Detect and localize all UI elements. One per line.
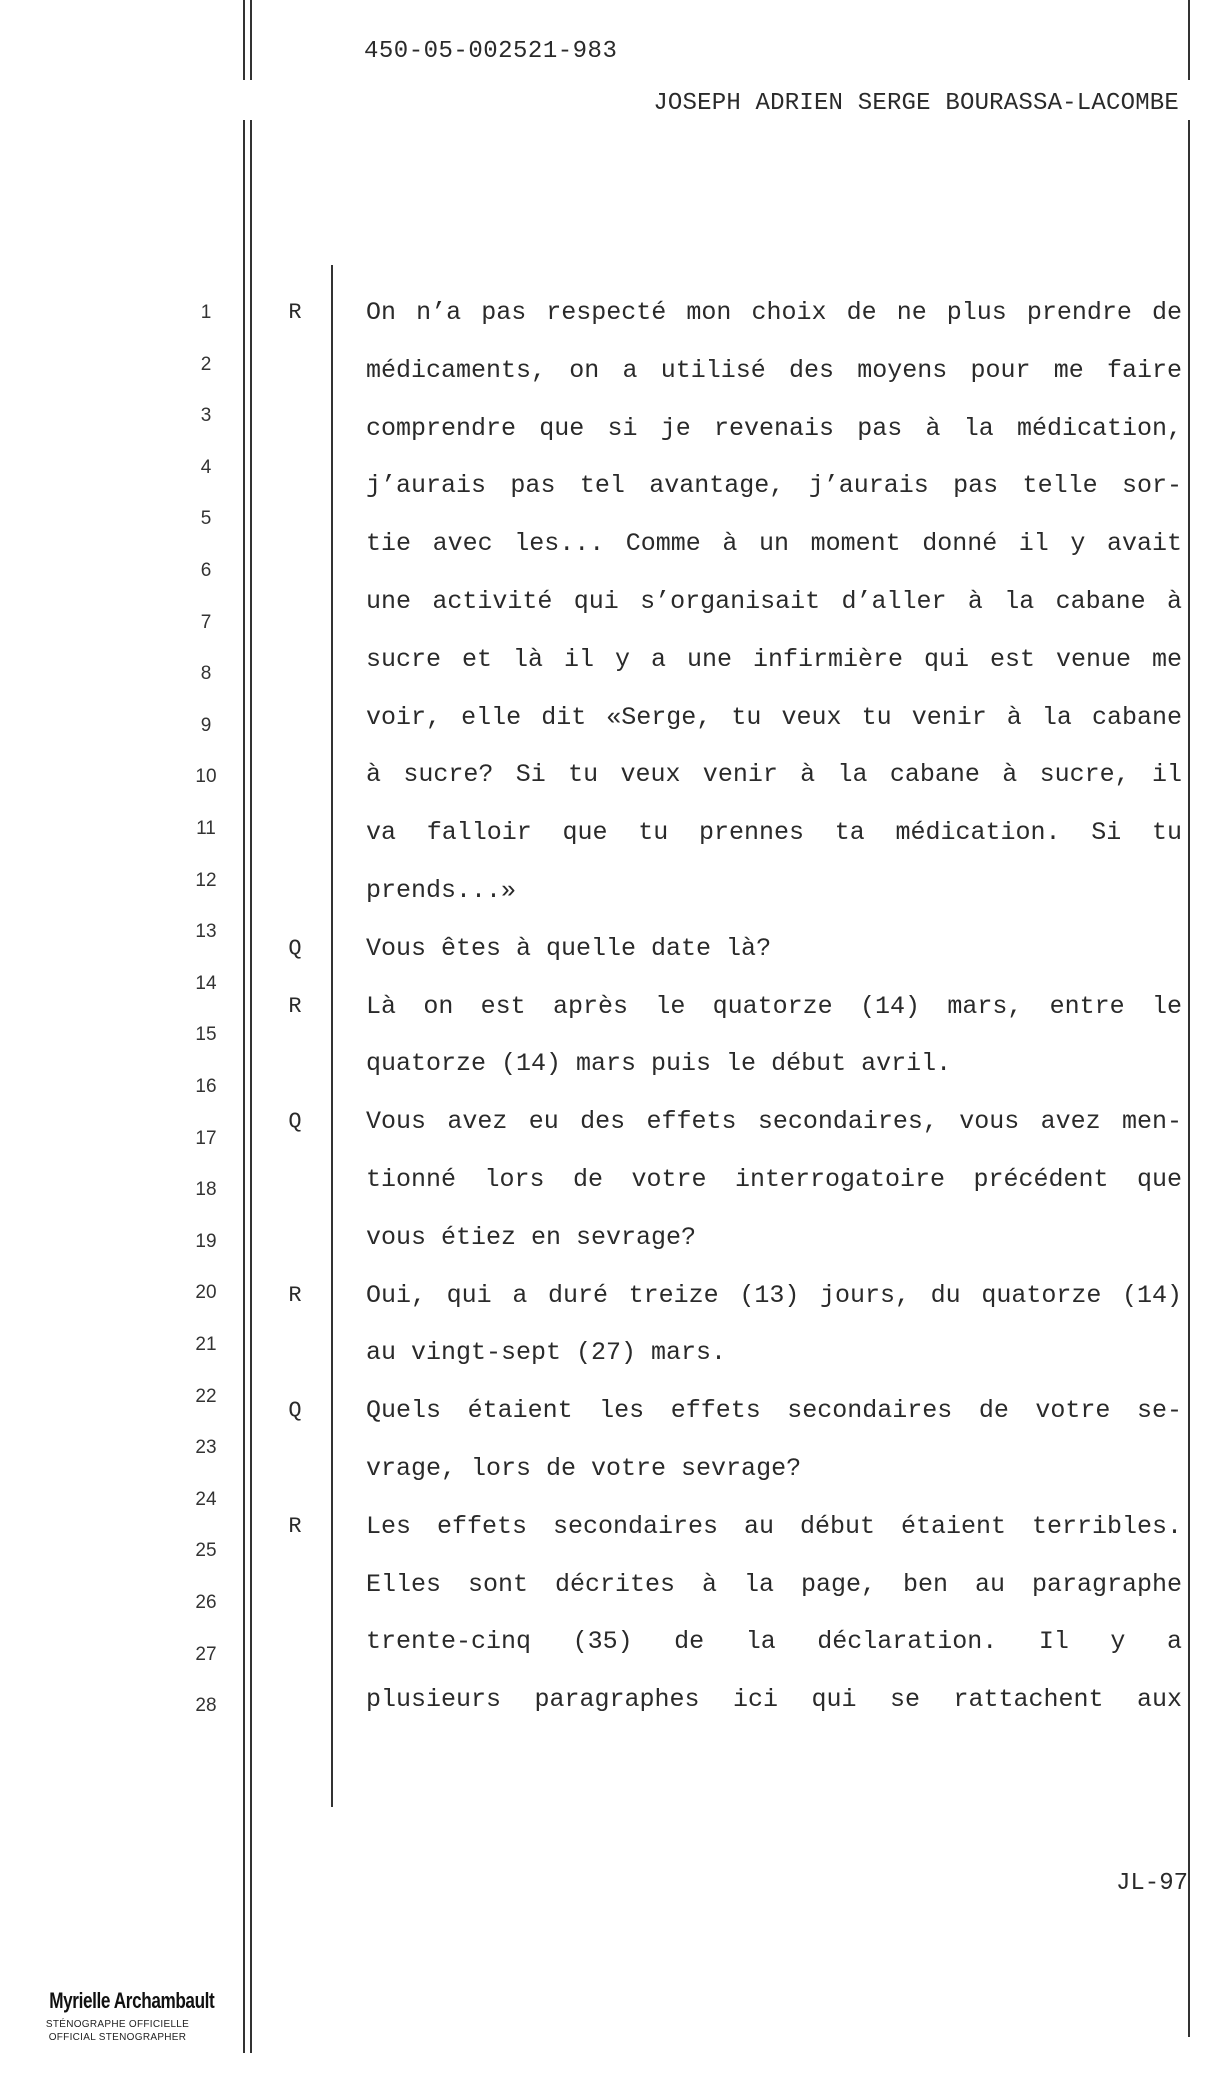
stenographer-title-en: OFFICIAL STENOGRAPHER	[48, 2032, 187, 2043]
answer-marker: R	[288, 300, 302, 325]
stenographer-title-fr: STÉNOGRAPHE OFFICIELLE	[45, 2019, 190, 2030]
question-marker: Q	[288, 1398, 302, 1424]
line-number: 28	[195, 1695, 217, 1717]
line-number: 23	[195, 1437, 217, 1459]
transcript-line: Là on est après le quatorze (14) mars, entre le	[366, 991, 1182, 1021]
line-number: 11	[196, 818, 216, 839]
transcript-line: Oui, qui a duré treize (13) jours, du quatorze (14)	[366, 1280, 1182, 1310]
left-margin-rule-outer	[243, 120, 245, 2053]
transcript-line: au vingt-sept (27) mars.	[366, 1338, 727, 1368]
stenographer-name: Myrielle Archambault	[49, 1988, 215, 2013]
transcript-line: Elles sont décrites à la page, ben au paragraphe	[366, 1569, 1182, 1599]
line-number: 18	[195, 1179, 217, 1201]
line-number: 13	[195, 921, 217, 943]
line-number: 1	[200, 302, 212, 323]
witness-name: JOSEPH ADRIEN SERGE BOURASSA-LACOMBE	[653, 90, 1179, 117]
answer-marker: R	[288, 1513, 302, 1539]
line-number: 10	[195, 766, 217, 788]
transcript-line: médicaments, on a utilisé des moyens pour me faire	[366, 355, 1182, 385]
line-number: 25	[195, 1540, 217, 1562]
transcript-line: j’aurais pas tel avantage, j’aurais pas telle sor-	[366, 471, 1182, 501]
right-margin-rule-top	[1188, 0, 1190, 80]
transcript-line: prends...»	[366, 876, 517, 905]
transcript-line: Vous avez eu des effets secondaires, vous avez men-	[366, 1107, 1182, 1137]
line-number: 4	[200, 456, 212, 478]
line-number: 9	[200, 714, 212, 736]
page-reference: JL-97	[1115, 1870, 1188, 1897]
transcript-line: va falloir que tu prennes ta médication. Si tu	[366, 818, 1182, 848]
line-number: 20	[195, 1282, 217, 1304]
line-number: 2	[200, 353, 212, 375]
line-number: 12	[195, 869, 217, 891]
line-number: 22	[195, 1385, 217, 1407]
transcript-line: vous étiez en sevrage?	[366, 1222, 697, 1252]
transcript-line: sucre et là il y a une infirmière qui est venue me	[366, 644, 1182, 674]
question-marker: Q	[288, 935, 302, 961]
line-number: 21	[195, 1334, 217, 1355]
answer-marker: R	[288, 993, 302, 1019]
line-number: 6	[200, 560, 212, 581]
line-number: 5	[200, 508, 212, 530]
transcript-line: comprendre que si je revenais pas à la médication,	[366, 413, 1182, 443]
transcript-line: tie avec les... Comme à un moment donné il y avait	[366, 529, 1182, 559]
transcript-line: Les effets secondaires au début étaient terribles.	[366, 1511, 1182, 1541]
transcript-line: quatorze (14) mars puis le début avril.	[366, 1049, 952, 1079]
transcript-line: On n’a pas respecté mon choix de ne plus prendre de	[366, 298, 1182, 327]
line-number: 27	[195, 1643, 217, 1665]
line-number: 15	[195, 1024, 217, 1046]
transcript-line: une activité qui s’organisait d’aller à la cabane à	[366, 587, 1182, 616]
transcript-line: Quels étaient les effets secondaires de votre se-	[366, 1396, 1182, 1426]
transcript-line: trente-cinq (35) de la déclaration. Il y a	[366, 1627, 1182, 1657]
line-number: 17	[195, 1127, 217, 1149]
stenographer-stamp	[30, 1988, 215, 2044]
right-margin-rule	[1188, 120, 1190, 2037]
left-margin-rule-outer-top	[243, 0, 245, 80]
line-number: 7	[200, 611, 212, 633]
line-number: 26	[195, 1592, 217, 1613]
line-number: 16	[195, 1076, 217, 1097]
line-number: 19	[195, 1230, 217, 1252]
transcript-line: à sucre? Si tu veux venir à la cabane à sucre, il	[366, 760, 1182, 790]
line-number: 3	[200, 405, 212, 427]
question-marker: Q	[288, 1109, 302, 1135]
transcript-line: voir, elle dit «Serge, tu veux tu venir à la cabane	[366, 702, 1182, 732]
answer-marker: R	[288, 1282, 302, 1308]
transcript-line: vrage, lors de votre sevrage?	[366, 1454, 802, 1483]
left-margin-rule-inner-top	[250, 0, 252, 80]
transcript-line: Vous êtes à quelle date là?	[366, 933, 772, 963]
line-number: 24	[195, 1488, 217, 1510]
transcript-line: tionné lors de votre interrogatoire précédent que	[366, 1165, 1182, 1194]
line-number: 14	[195, 972, 217, 994]
left-margin-rule-inner	[250, 120, 252, 2053]
line-number: 8	[200, 663, 212, 685]
case-number: 450-05-002521-983	[364, 38, 618, 65]
transcript-line: plusieurs paragraphes ici qui se rattachent aux	[366, 1685, 1182, 1715]
speaker-column-rule	[331, 265, 333, 1807]
